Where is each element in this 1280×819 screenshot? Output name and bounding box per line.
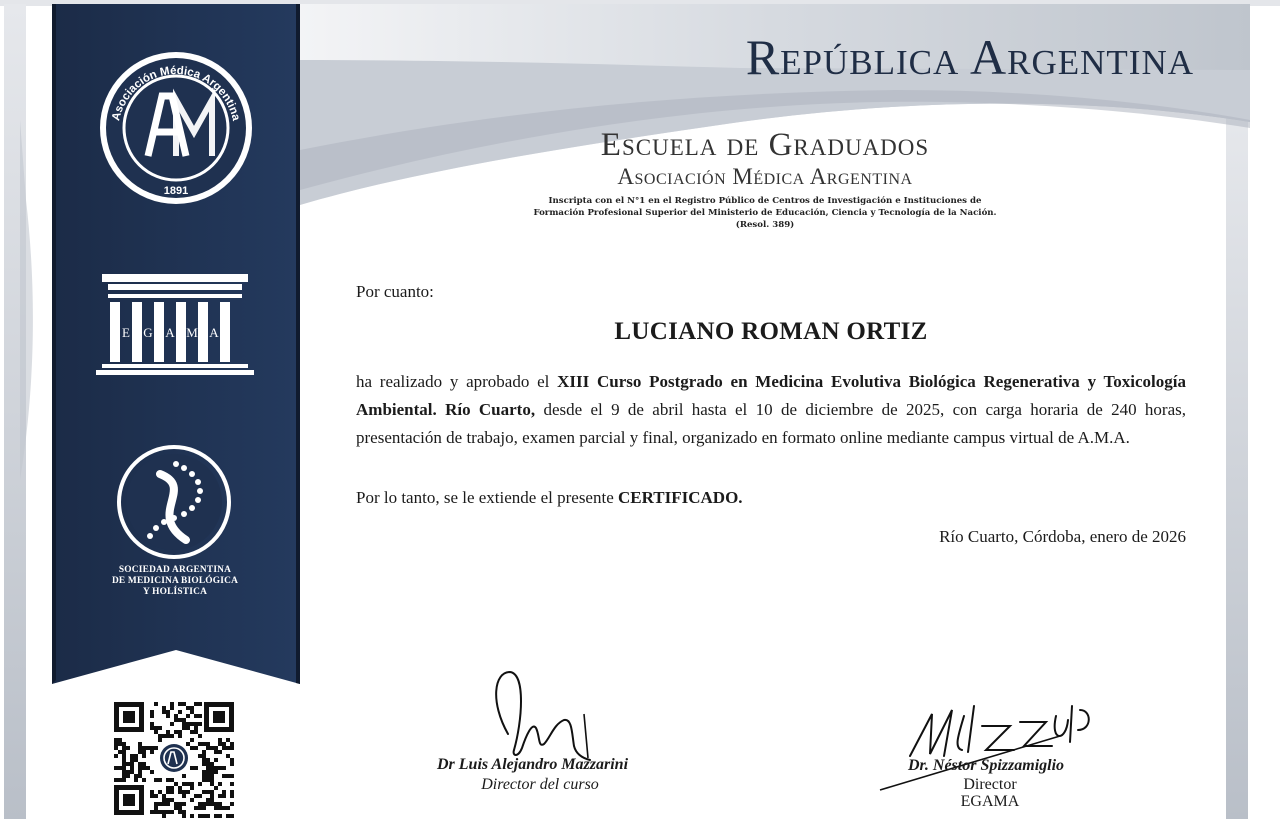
qr-cell [162, 710, 166, 714]
qr-cell [178, 702, 182, 706]
qr-cell [114, 778, 118, 782]
qr-cell [222, 806, 226, 810]
qr-cell [182, 794, 186, 798]
qr-cell [206, 758, 210, 762]
qr-cell [154, 802, 158, 806]
qr-cell [178, 786, 182, 790]
qr-cell [230, 758, 234, 762]
qr-cell [210, 798, 214, 802]
qr-cell [134, 758, 138, 762]
qr-cell [166, 810, 170, 814]
qr-cell [198, 794, 202, 798]
qr-cell [130, 758, 134, 762]
qr-cell [182, 802, 186, 806]
qr-cell [214, 770, 218, 774]
qr-cell [218, 806, 222, 810]
qr-cell [134, 778, 138, 782]
qr-cell [130, 770, 134, 774]
qr-cell [118, 738, 122, 742]
qr-cell [154, 806, 158, 810]
qr-cell [178, 802, 182, 806]
qr-cell [122, 770, 126, 774]
qr-cell [206, 770, 210, 774]
qr-cell [154, 726, 158, 730]
signature-2-org: EGAMA [960, 793, 1020, 810]
qr-cell [182, 810, 186, 814]
qr-cell [138, 766, 142, 770]
egama-letter: A [165, 325, 175, 340]
qr-cell [122, 750, 126, 754]
qr-cell [178, 806, 182, 810]
qr-cell [202, 770, 206, 774]
qr-cell [178, 710, 182, 714]
qr-cell [150, 726, 154, 730]
qr-cell [182, 814, 186, 818]
qr-cell [158, 734, 162, 738]
qr-cell [150, 810, 154, 814]
closing-lead: Por lo tanto, se le extiende el presente [356, 488, 618, 507]
qr-cell [194, 766, 198, 770]
qr-cell [138, 770, 142, 774]
qr-cell [202, 754, 206, 758]
qr-cell [114, 746, 118, 750]
qr-cell [138, 742, 142, 746]
qr-cell [206, 774, 210, 778]
qr-cell [190, 782, 194, 786]
qr-cell [190, 738, 194, 742]
qr-cell [118, 750, 122, 754]
qr-code [110, 698, 238, 819]
qr-cell [134, 774, 138, 778]
qr-cell [166, 790, 170, 794]
sociedad-label [92, 565, 258, 598]
qr-cell [206, 742, 210, 746]
sociedad-dna-seal-logo [116, 444, 232, 560]
qr-cell [226, 746, 230, 750]
qr-cell [218, 794, 222, 798]
qr-cell [202, 802, 206, 806]
signature-2-name: Dr. Néstor Spizzamiglio [908, 757, 1065, 774]
qr-cell [170, 706, 174, 710]
qr-cell [222, 790, 226, 794]
qr-cell [142, 766, 146, 770]
qr-cell [198, 702, 202, 706]
qr-cell [174, 806, 178, 810]
qr-cell [230, 802, 234, 806]
qr-cell [194, 806, 198, 810]
egama-letter: M [186, 325, 198, 340]
qr-cell [194, 722, 198, 726]
qr-cell [198, 782, 202, 786]
sociedad-line: DE MEDICINA BIOLÓGICA [111, 576, 239, 586]
qr-cell [142, 778, 146, 782]
qr-cell [194, 794, 198, 798]
signature-1-name: Dr Luis Alejandro Mazzarini [437, 756, 629, 773]
qr-cell [214, 786, 218, 790]
qr-cell [150, 746, 154, 750]
qr-cell [186, 714, 190, 718]
qr-cell [206, 762, 210, 766]
qr-cell [210, 766, 214, 770]
qr-cell [162, 706, 166, 710]
qr-cell [146, 766, 150, 770]
qr-cell [158, 738, 162, 742]
paragraph-lead: ha realizado y aprobado el [356, 372, 558, 391]
qr-cell [126, 774, 130, 778]
qr-cell [130, 754, 134, 758]
qr-cell [186, 742, 190, 746]
qr-cell [170, 722, 174, 726]
qr-cell [194, 714, 198, 718]
qr-cell [126, 746, 130, 750]
school-title: Escuela de Graduados [600, 127, 930, 163]
qr-cell [166, 710, 170, 714]
qr-cell [178, 734, 182, 738]
qr-cell [122, 746, 126, 750]
qr-cell [122, 742, 126, 746]
qr-cell [230, 794, 234, 798]
qr-cell [138, 750, 142, 754]
qr-cell [186, 726, 190, 730]
qr-cell [158, 778, 162, 782]
recipient-name: LUCIANO ROMAN ORTIZ [614, 318, 928, 345]
registry-note [520, 195, 1010, 231]
qr-cell [166, 786, 170, 790]
qr-cell [158, 802, 162, 806]
qr-cell [154, 810, 158, 814]
qr-cell [170, 810, 174, 814]
qr-cell [186, 722, 190, 726]
qr-cell [230, 782, 234, 786]
qr-cell [202, 790, 206, 794]
qr-cell [210, 746, 214, 750]
qr-cell [222, 742, 226, 746]
qr-cell [166, 734, 170, 738]
qr-cell [230, 814, 234, 818]
qr-cell [166, 730, 170, 734]
qr-cell [114, 738, 118, 742]
qr-cell [210, 762, 214, 766]
qr-cell [174, 782, 178, 786]
qr-cell [154, 778, 158, 782]
qr-cell [206, 746, 210, 750]
qr-cell [230, 742, 234, 746]
qr-cell [198, 754, 202, 758]
qr-cell [126, 770, 130, 774]
qr-cell [214, 766, 218, 770]
qr-cell [150, 770, 154, 774]
qr-cell [230, 762, 234, 766]
qr-cell [114, 754, 118, 758]
qr-cell [202, 774, 206, 778]
qr-cell [150, 794, 154, 798]
qr-cell [118, 742, 122, 746]
qr-cell [210, 794, 214, 798]
qr-cell [150, 710, 154, 714]
qr-cell [114, 766, 118, 770]
qr-cell [154, 730, 158, 734]
qr-cell [190, 710, 194, 714]
intro-text: Por cuanto: [356, 282, 434, 301]
egama-letter: A [209, 325, 219, 340]
qr-cell [214, 814, 218, 818]
qr-cell [178, 810, 182, 814]
country-heading: República Argentina [745, 29, 1194, 85]
qr-cell [190, 786, 194, 790]
qr-cell [138, 774, 142, 778]
qr-cell [190, 730, 194, 734]
qr-cell [114, 742, 118, 746]
qr-cell [150, 790, 154, 794]
qr-cell [158, 726, 162, 730]
qr-cell [218, 738, 222, 742]
qr-cell [166, 802, 170, 806]
qr-cell [174, 730, 178, 734]
qr-cell [206, 802, 210, 806]
qr-cell [162, 734, 166, 738]
qr-cell [186, 782, 190, 786]
egama-temple-logo [96, 272, 254, 376]
qr-cell [222, 766, 226, 770]
qr-cell [154, 794, 158, 798]
qr-cell [166, 798, 170, 802]
qr-cell [190, 722, 194, 726]
ama-seal-logo [96, 48, 256, 208]
qr-cell [210, 774, 214, 778]
qr-cell [122, 766, 126, 770]
school-subtitle: Asociación Médica Argentina [617, 164, 913, 189]
qr-cell [170, 734, 174, 738]
qr-cell [226, 738, 230, 742]
qr-cell [122, 774, 126, 778]
qr-cell [174, 714, 178, 718]
qr-cell [206, 814, 210, 818]
qr-cell [178, 790, 182, 794]
qr-cell [206, 766, 210, 770]
qr-cell [174, 718, 178, 722]
qr-cell [162, 814, 166, 818]
qr-cell [170, 790, 174, 794]
signature-2-role: Director [963, 776, 1017, 793]
qr-cell [154, 746, 158, 750]
qr-cell [182, 726, 186, 730]
qr-cell [186, 706, 190, 710]
qr-cell [230, 774, 234, 778]
qr-cell [166, 778, 170, 782]
qr-cell [218, 750, 222, 754]
qr-cell [138, 746, 142, 750]
place-date: Río Cuarto, Córdoba, enero de 2026 [939, 527, 1186, 546]
qr-cell [202, 750, 206, 754]
qr-cell [170, 778, 174, 782]
qr-cell [162, 794, 166, 798]
qr-cell [130, 766, 134, 770]
qr-cell [122, 778, 126, 782]
qr-cell [194, 730, 198, 734]
qr-cell [118, 766, 122, 770]
qr-cell [230, 746, 234, 750]
qr-cell [206, 798, 210, 802]
qr-cell [162, 802, 166, 806]
qr-cell [202, 742, 206, 746]
course-title: XIII Curso Postgrado en Medicina Evolutiva Biológica Regenerativa y Toxicología Ambiental. Río Cuarto, [356, 372, 1187, 419]
qr-cell [174, 802, 178, 806]
qr-cell [142, 750, 146, 754]
qr-cell [198, 802, 202, 806]
qr-cell [194, 726, 198, 730]
qr-cell [226, 774, 230, 778]
qr-cell [190, 706, 194, 710]
qr-cell [154, 702, 158, 706]
qr-cell [142, 746, 146, 750]
qr-cell [170, 786, 174, 790]
qr-cell [182, 702, 186, 706]
qr-cell [122, 762, 126, 766]
qr-cell [142, 762, 146, 766]
qr-cell [214, 758, 218, 762]
certificate-paragraph [356, 368, 1186, 452]
qr-cell [178, 718, 182, 722]
qr-cell [222, 774, 226, 778]
qr-cell [206, 790, 210, 794]
qr-cell [202, 762, 206, 766]
qr-cell [222, 794, 226, 798]
closing-strong: CERTIFICADO. [618, 488, 743, 507]
qr-cell [218, 742, 222, 746]
qr-cell [122, 754, 126, 758]
qr-cell [190, 766, 194, 770]
qr-cell [170, 798, 174, 802]
qr-cell [134, 754, 138, 758]
qr-cell [122, 758, 126, 762]
qr-cell [226, 754, 230, 758]
qr-cell [162, 798, 166, 802]
qr-cell [206, 778, 210, 782]
closing-text [356, 488, 1186, 508]
qr-cell [182, 718, 186, 722]
qr-cell [182, 782, 186, 786]
qr-cell [158, 790, 162, 794]
qr-cell [226, 806, 230, 810]
qr-cell [158, 810, 162, 814]
qr-cell [182, 790, 186, 794]
qr-cell [210, 778, 214, 782]
qr-cell [190, 814, 194, 818]
qr-cell [226, 814, 230, 818]
egama-letter: E [122, 325, 130, 340]
qr-cell [210, 790, 214, 794]
qr-cell [222, 746, 226, 750]
sociedad-line: SOCIEDAD ARGENTINA [118, 565, 232, 575]
qr-cell [202, 806, 206, 810]
school-block [520, 126, 1010, 231]
qr-cell [202, 758, 206, 762]
qr-cell [178, 730, 182, 734]
qr-cell [146, 746, 150, 750]
qr-cell [138, 762, 142, 766]
qr-cell [194, 702, 198, 706]
registry-line: (Resol. 389) [735, 220, 795, 230]
ama-ring-text: Asociación Médica Argentina [110, 64, 242, 122]
qr-cell [182, 774, 186, 778]
qr-cell [190, 746, 194, 750]
egama-letter: G [143, 325, 153, 340]
registry-line: Formación Profesional Superior del Ministerio de Educación, Ciencia y Tecnología de la Nación. [533, 208, 997, 218]
registry-line: Inscripta con el N°1 en el Registro Público de Centros de Investigación e Instituciones de [548, 196, 982, 206]
sociedad-line: Y HOLÍSTICA [142, 587, 208, 597]
qr-cell [198, 714, 202, 718]
qr-cell [202, 778, 206, 782]
qr-cell [142, 754, 146, 758]
qr-cell [210, 770, 214, 774]
qr-cell [198, 722, 202, 726]
qr-cell [198, 806, 202, 810]
qr-cell [130, 762, 134, 766]
qr-cell [214, 750, 218, 754]
qr-cell [202, 814, 206, 818]
signature-1-role: Director del curso [481, 776, 599, 793]
qr-cell [198, 742, 202, 746]
qr-cell [218, 766, 222, 770]
qr-cell [150, 750, 154, 754]
qr-cell [166, 714, 170, 718]
qr-cell [162, 810, 166, 814]
qr-cell [214, 802, 218, 806]
qr-cell [210, 802, 214, 806]
paragraph-rest: desde el 9 de abril hasta el 10 de diciembre de 2025, con carga horaria de 240 horas, presentación de trabajo, examen parcial y final, organizado en formato online mediante campus virtual de A.M.A. [356, 400, 1186, 447]
qr-cell [214, 806, 218, 810]
qr-cell [150, 714, 154, 718]
qr-cell [198, 814, 202, 818]
qr-cell [118, 778, 122, 782]
qr-cell [194, 746, 198, 750]
qr-cell [126, 762, 130, 766]
qr-cell [198, 734, 202, 738]
qr-cell [218, 802, 222, 806]
qr-cell [218, 814, 222, 818]
qr-cell [190, 798, 194, 802]
qr-cell [170, 702, 174, 706]
qr-cell [150, 722, 154, 726]
qr-cell [218, 782, 222, 786]
ama-year: 1891 [163, 185, 189, 197]
qr-cell [210, 782, 214, 786]
qr-cell [230, 790, 234, 794]
qr-cell [186, 790, 190, 794]
qr-cell [214, 746, 218, 750]
qr-cell [182, 722, 186, 726]
